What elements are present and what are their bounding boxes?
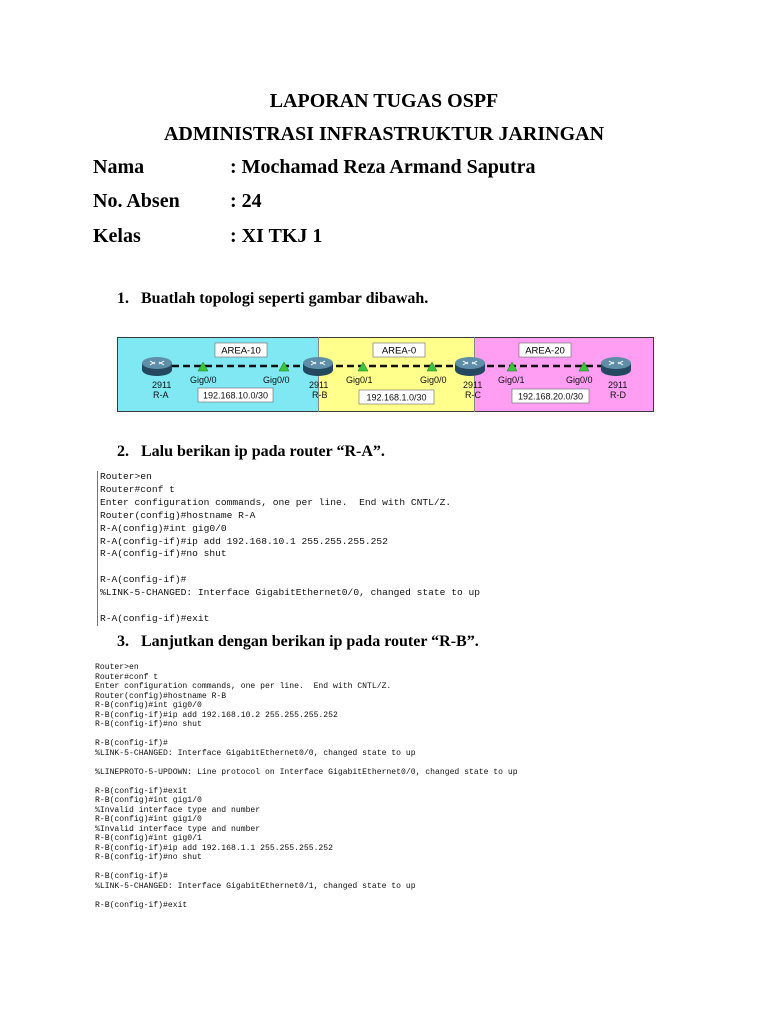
terminal-line: R-B(config)#int gig1/0 — [95, 815, 202, 824]
svg-text:AREA-0: AREA-0 — [381, 345, 417, 357]
terminal-line: R-A(config-if)#exit — [100, 612, 210, 624]
terminal-line: %LINEPROTO-5-UPDOWN: Line protocol on Interface GigabitEthernet0/0, changed state to up — [95, 767, 518, 777]
step-number: 1. — [117, 290, 129, 307]
terminal-line: Enter configuration commands, one per line. End with CNTL/Z. — [100, 496, 452, 508]
terminal-line: Router#conf t — [95, 672, 159, 682]
router-icon — [142, 357, 172, 376]
terminal-line: R-B(config-if)#ip add 192.168.10.2 255.255.255.252 — [95, 710, 338, 720]
terminal-line — [95, 758, 518, 768]
terminal-line: R-A(config-if)#no shut — [100, 548, 227, 560]
port-label: Gig0/0 — [420, 375, 447, 385]
terminal-line — [95, 777, 518, 787]
terminal-line — [100, 600, 530, 613]
router-name: R-D — [610, 390, 626, 400]
info-value-nama: : Mochamad Reza Armand Saputra — [230, 156, 536, 178]
terminal-line: R-B(config)#int gig0/1 — [95, 834, 202, 843]
terminal-line — [100, 561, 530, 574]
terminal-line: R-A(config)#int gig0/0 — [100, 522, 227, 534]
terminal-line: R-B(config)#int gig0/0 — [95, 701, 202, 710]
step-3 — [117, 633, 479, 651]
router-name: R-C — [465, 390, 481, 400]
router-icon — [601, 357, 631, 376]
info-label-nama: Nama — [93, 156, 145, 178]
terminal-line: R-B(config-if)# — [95, 739, 168, 748]
terminal-output-rb — [95, 663, 518, 910]
port-label: Gig0/0 — [190, 375, 217, 385]
info-value-absen: : 24 — [230, 190, 262, 212]
step-1 — [117, 290, 428, 308]
area-label-20 — [519, 343, 571, 357]
info-label-absen: No. Absen — [93, 190, 180, 212]
router-icon — [303, 357, 333, 376]
port-label: Gig0/1 — [346, 375, 373, 385]
port-label: Gig0/1 — [498, 375, 525, 385]
step-text: Buatlah topologi seperti gambar dibawah. — [141, 290, 429, 307]
terminal-line: R-A(config-if)# — [100, 574, 187, 586]
router-icon — [455, 357, 485, 376]
network-label: 192.168.20.0/30 — [517, 391, 584, 402]
terminal-line: Router(config)#hostname R-A — [100, 509, 256, 521]
area-label-0 — [373, 343, 425, 357]
step-text: Lanjutkan dengan berikan ip pada router “R-B”. — [141, 633, 479, 650]
terminal-line: R-B(config-if)#exit — [95, 786, 188, 796]
terminal-line: R-B(config-if)#no shut — [95, 720, 202, 729]
terminal-line: Router>en — [95, 663, 139, 672]
terminal-line — [95, 863, 518, 873]
router-name: R-B — [312, 390, 328, 400]
router-model: 2911 — [608, 380, 628, 390]
router-model: 2911 — [463, 380, 483, 390]
terminal-line: R-B(config-if)#ip add 192.168.1.1 255.255.255.252 — [95, 843, 333, 853]
terminal-line: %Invalid interface type and number — [95, 824, 261, 834]
terminal-line: Router#conf t — [100, 483, 175, 495]
ospf-topology-diagram — [117, 337, 654, 412]
port-label: Gig0/0 — [263, 375, 290, 385]
terminal-line: R-B(config)#int gig1/0 — [95, 796, 202, 805]
terminal-line — [95, 730, 518, 740]
terminal-line: %Invalid interface type and number — [95, 805, 261, 815]
step-2 — [117, 443, 385, 461]
terminal-output-ra — [97, 471, 530, 626]
router-name: R-A — [153, 390, 169, 400]
terminal-line: R-B(config-if)#no shut — [95, 853, 202, 862]
svg-text:AREA-20: AREA-20 — [525, 345, 565, 357]
step-number: 2. — [117, 443, 129, 460]
terminal-line — [95, 891, 518, 901]
svg-text:AREA-10: AREA-10 — [221, 345, 261, 357]
terminal-line: %LINK-5-CHANGED: Interface GigabitEthernet0/0, changed state to up — [100, 587, 480, 599]
port-label: Gig0/0 — [566, 375, 593, 385]
terminal-line: Enter configuration commands, one per line. End with CNTL/Z. — [95, 682, 392, 691]
step-text: Lalu berikan ip pada router “R-A”. — [141, 443, 385, 460]
terminal-line: R-B(config-if)#exit — [95, 900, 188, 910]
step-number: 3. — [117, 633, 129, 650]
terminal-line: R-A(config-if)#ip add 192.168.10.1 255.255.255.252 — [100, 535, 388, 547]
router-model: 2911 — [309, 380, 329, 390]
terminal-line: Router(config)#hostname R-B — [95, 691, 227, 701]
terminal-line: %LINK-5-CHANGED: Interface GigabitEthernet0/0, changed state to up — [95, 748, 416, 758]
terminal-line: R-B(config-if)# — [95, 872, 168, 881]
info-label-kelas: Kelas — [93, 225, 141, 247]
router-model: 2911 — [152, 380, 172, 390]
network-label: 192.168.10.0/30 — [202, 390, 269, 401]
report-subtitle: ADMINISTRASI INFRASTRUKTUR JARINGAN — [163, 123, 605, 145]
area-label-10 — [215, 343, 267, 357]
terminal-line: %LINK-5-CHANGED: Interface GigabitEthernet0/1, changed state to up — [95, 881, 416, 891]
report-title: LAPORAN TUGAS OSPF — [269, 90, 499, 112]
network-label: 192.168.1.0/30 — [366, 392, 427, 403]
info-value-kelas: : XI TKJ 1 — [230, 225, 323, 247]
terminal-line: Router>en — [100, 471, 152, 482]
